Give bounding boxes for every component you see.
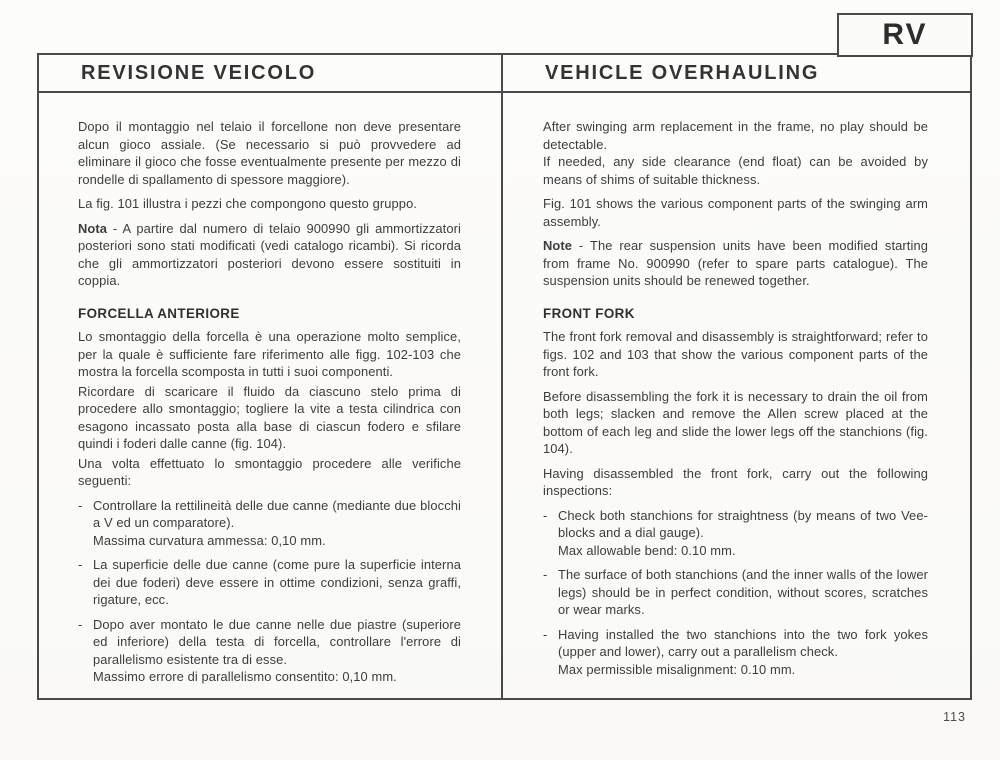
paragraph-swingarm-play-en: After swinging arm replacement in the frame, no play should be detectable. <box>543 119 928 152</box>
list-item <box>78 556 461 609</box>
bullet-dash: - <box>543 507 548 523</box>
italian-column <box>39 93 503 698</box>
paragraph-drain-oil-en: Before disassembling the fork it is necessary to drain the oil from both legs; slacken and remove the Allen screw placed at the bottom of each leg and slide the lower legs off the stanchions (fig. 104). <box>543 388 928 456</box>
paragraph-fork-removal-it: Lo smontaggio della forcella è una operazione molto semplice, per la quale è sufficiente fare riferimento alle figg. 102-103 che mostra la forcella scomposta in tutti i suoi componenti. <box>78 329 461 379</box>
bullet-spec-value: Max permissible misalignment: 0.10 mm. <box>558 661 796 677</box>
note-label-en: Note <box>543 238 573 253</box>
english-column <box>503 93 970 698</box>
english-section-title <box>503 55 970 91</box>
bullet-content <box>93 497 461 550</box>
english-title-label: VEHICLE OVERHAULING <box>545 61 820 84</box>
paragraph-shims-en: If needed, any side clearance (end float) can be avoided by means of shims of suitable thickness. <box>543 154 928 187</box>
bullet-text: Having installed the two stanchions into the two fork yokes (upper and lower), carry out a parallelism check. <box>558 626 928 659</box>
note-text-en: - The rear suspension units have been modified starting from frame No. 900990 (refer to spare parts catalogue). The suspension units should be renewed together. <box>543 238 928 288</box>
note-text-it: - A partire dal numero di telaio 900990 gli ammortizzatori posteriori sono stati modificati (vedi catalogo ricambi). Si ricorda che gli ammortizzatori posteriori devono essere sostituiti in coppia. <box>78 220 461 288</box>
bullet-content <box>558 566 928 619</box>
bullet-content <box>558 507 928 560</box>
bullet-content <box>93 616 461 686</box>
bullet-text: The surface of both stanchions (and the inner walls of the lower legs) should be in perfect condition, without scores, scratches or wear marks. <box>558 567 928 617</box>
heading-front-fork-en: FRONT FORK <box>543 305 635 321</box>
bullet-dash: - <box>78 497 83 513</box>
note-label-it: Nota <box>78 220 108 236</box>
note-paragraph-it <box>78 220 461 290</box>
paragraph-drain-oil-it: Ricordare di scaricare il fluido da ciascuno stelo prima di procedere allo smontaggio; togliere la vite a testa cilindrica con esagono incassato posta alla base di ciascun fodero e sfilare quindi i foderi dalle canne (fig. 104). <box>78 383 461 451</box>
italian-section-title <box>39 55 503 91</box>
section-tab-label: RV <box>882 18 928 51</box>
bullet-dash: - <box>543 626 548 642</box>
list-item <box>543 566 928 619</box>
inspection-list-it <box>78 497 461 686</box>
inspection-list-en <box>543 507 928 679</box>
italian-title-label: REVISIONE VEICOLO <box>81 61 317 84</box>
list-item <box>543 626 928 679</box>
bullet-content <box>558 626 928 679</box>
paragraph-fork-removal-en: The front fork removal and disassembly is straightforward; refer to figs. 102 and 103 that show the various component parts of the front fork. <box>543 329 928 379</box>
note-paragraph-en <box>543 237 928 290</box>
body-columns <box>39 93 970 698</box>
paragraph-fig101-it: La fig. 101 illustra i pezzi che compongono questo gruppo. <box>78 196 418 211</box>
page-content-frame <box>37 53 972 700</box>
paragraph-inspections-intro-en: Having disassembled the front fork, carry out the following inspections: <box>543 465 928 498</box>
bullet-text: Controllare la rettilineità delle due canne (mediante due blocchi a V ed un comparatore). <box>93 497 461 530</box>
heading-front-fork-it: FORCELLA ANTERIORE <box>78 305 240 321</box>
list-item <box>543 507 928 560</box>
paragraph-fig101-en: Fig. 101 shows the various component parts of the swinging arm assembly. <box>543 196 928 229</box>
paragraph-inspections-intro-it: Una volta effettuato lo smontaggio procedere alle verifiche seguenti: <box>78 455 461 488</box>
bullet-spec-value: Massimo errore di parallelismo consentito: 0,10 mm. <box>93 669 397 684</box>
list-item <box>78 497 461 550</box>
list-item <box>78 616 461 686</box>
bullet-spec-value: Max allowable bend: 0.10 mm. <box>558 542 736 558</box>
bullet-text: La superficie delle due canne (come pure la superficie interna dei due foderi) deve essere in ottime condizioni, senza graffi, rigature, ecc. <box>93 557 461 607</box>
bullet-spec-value: Massima curvatura ammessa: 0,10 mm. <box>93 532 326 548</box>
section-tab-rv <box>837 13 973 57</box>
bullet-dash: - <box>78 616 83 632</box>
header-row <box>39 55 970 93</box>
bullet-dash: - <box>78 557 83 572</box>
bullet-text: Check both stanchions for straightness (by means of two Vee-blocks and a dial gauge). <box>558 507 928 540</box>
page-number: 113 <box>943 710 966 724</box>
paragraph-swingarm-play-it: Dopo il montaggio nel telaio il forcellone non deve presentare alcun gioco assiale. (Se necessario si può provvedere ad eliminare il gioco che fosse eventualmente presente per mezzo di rondelle di spallamento di spessore maggiore). <box>78 119 461 187</box>
bullet-text: Dopo aver montato le due canne nelle due piastre (superiore ed inferiore) della testa di forcella, controllare l'errore di parallelismo esistente tra di esse. <box>93 616 461 667</box>
bullet-content <box>93 556 461 609</box>
bullet-dash: - <box>543 567 548 582</box>
